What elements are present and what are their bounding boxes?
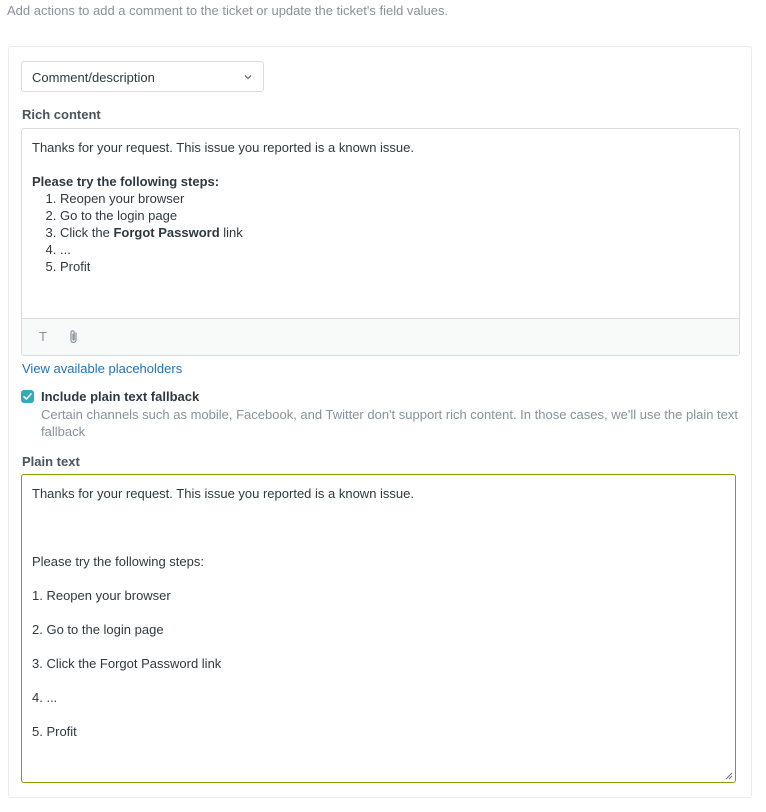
rich-editor-toolbar: [22, 318, 739, 355]
plain-text-fallback-hint: Certain channels such as mobile, Facebook, and Twitter don't support rich content. In those cases, we'll use the plain text fallback: [41, 407, 738, 439]
text-format-icon[interactable]: T: [39, 329, 47, 344]
checkmark-icon: [21, 390, 34, 403]
plain-line: [32, 672, 725, 689]
rich-content-body[interactable]: [32, 139, 729, 275]
plain-line: 1. Reopen your browser: [32, 588, 171, 603]
plain-text-label: Plain text: [22, 454, 80, 469]
list-item: 1. Reopen your browser: [60, 190, 729, 207]
list-item: 3. Click the Forgot Password link: [60, 224, 729, 241]
view-placeholders-link[interactable]: View available placeholders: [22, 361, 183, 376]
resize-handle-icon[interactable]: [725, 772, 733, 780]
plain-line: [32, 570, 725, 587]
plain-line: [32, 638, 725, 655]
plain-line: Please try the following steps:: [32, 554, 204, 569]
plain-text-fallback-label[interactable]: Include plain text fallback: [41, 389, 200, 404]
plain-text-body: [32, 485, 725, 740]
plain-line: [32, 502, 725, 519]
steps-heading: Please try the following steps:: [32, 174, 220, 189]
plain-line: [32, 706, 725, 723]
action-type-value: Comment/description: [32, 70, 155, 85]
rich-line-1: Thanks for your request. This issue you reported is a known issue.: [32, 140, 415, 155]
plain-line: [32, 536, 725, 553]
steps-list: [32, 190, 729, 275]
plain-text-textarea[interactable]: [21, 474, 736, 783]
plain-line: [32, 519, 725, 536]
plain-line: Thanks for your request. This issue you reported is a known issue.: [32, 486, 415, 501]
rich-content-editor[interactable]: [21, 128, 740, 356]
plain-text-fallback-checkbox[interactable]: [21, 390, 34, 403]
plain-line: 4. ...: [32, 690, 58, 705]
list-item: 5. Profit: [60, 258, 729, 275]
action-type-select[interactable]: [21, 61, 264, 92]
plain-line: [32, 604, 725, 621]
list-item: 2. Go to the login page: [60, 207, 729, 224]
chevron-down-icon: [243, 72, 253, 82]
plain-line: 2. Go to the login page: [32, 622, 164, 637]
paperclip-icon[interactable]: [65, 328, 83, 346]
plain-line: 5. Profit: [32, 724, 77, 739]
plain-line: 3. Click the Forgot Password link: [32, 656, 222, 671]
list-item: 4. ...: [60, 241, 729, 258]
intro-text: Add actions to add a comment to the ticket or update the ticket's field values.: [7, 3, 449, 18]
rich-content-label: Rich content: [22, 107, 101, 122]
